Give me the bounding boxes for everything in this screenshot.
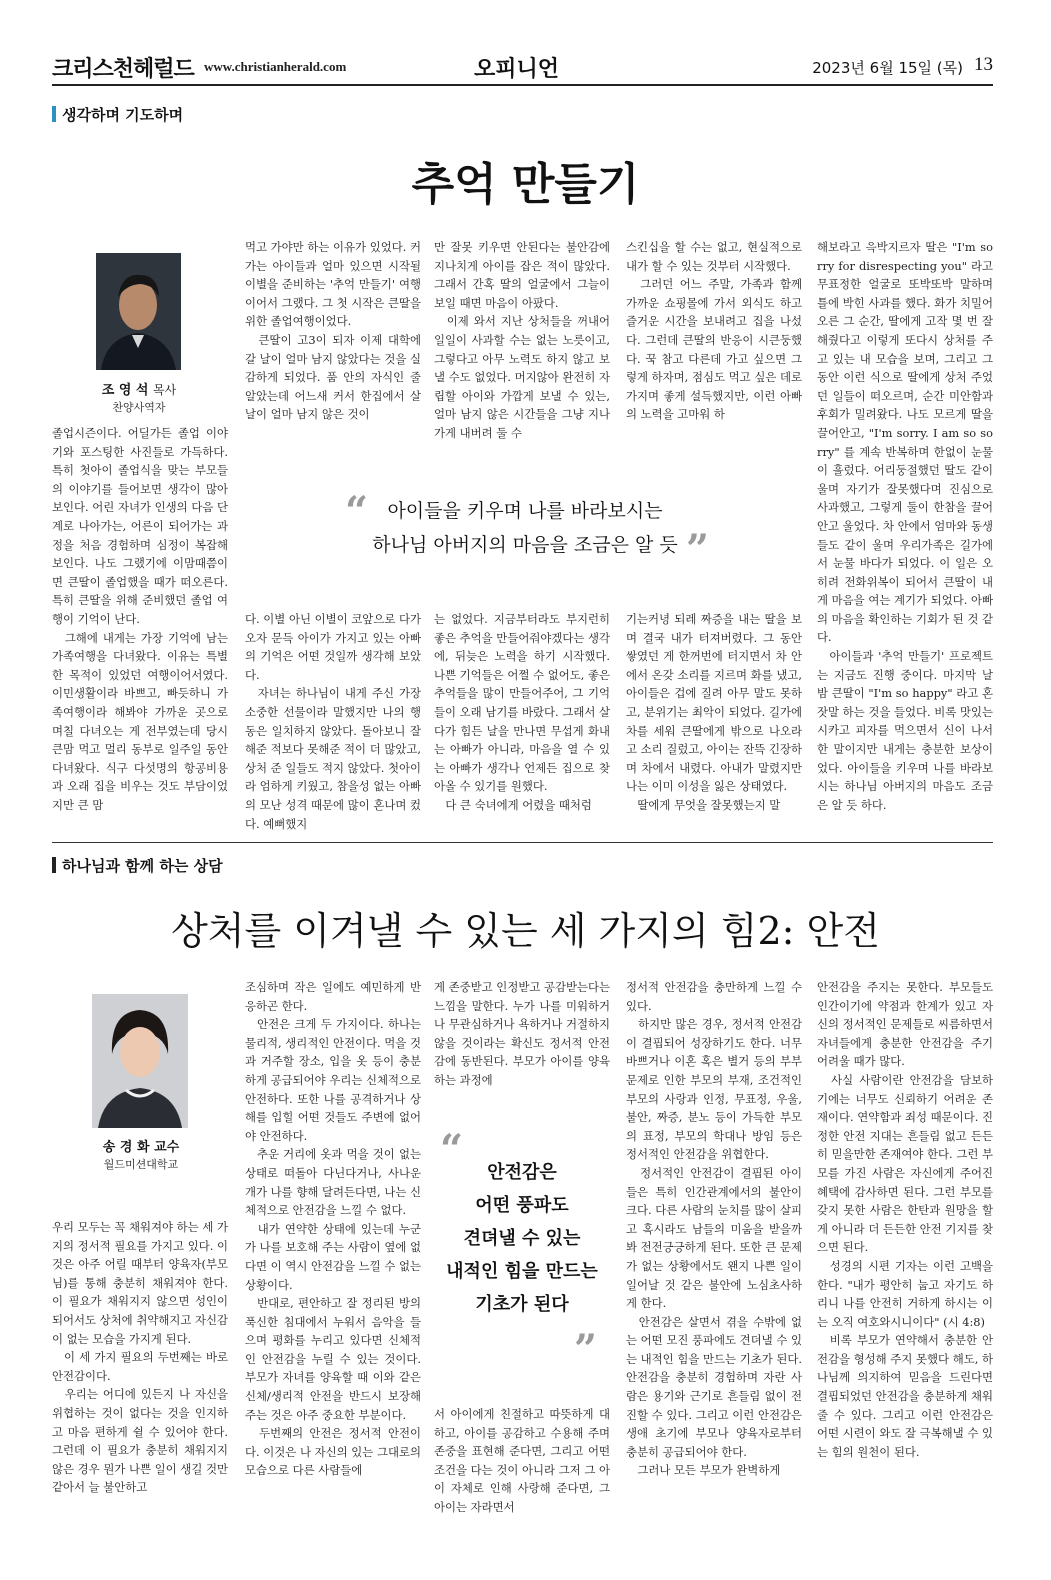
- author-portrait-icon-2: [92, 994, 188, 1128]
- article2-col1: 우리 모두는 꼭 채워져야 하는 세 가지의 정서적 필요를 가지고 있다. 이것은 아주 어릴 때부터 양육자(부모님)를 통해 충분히 채워져야 한다. 이 필요가 채워지지 않으면 성인이 되어서도 상처에 취약해지고 자신감이 없는 모습을 가지게 된다. 이 세 가지 필요의 두번째는 바로 안전감이다. 우리는 어디에 있든지 나 자신을 위협하는 것이 없다는 것을 인지하고 마음 편하게 쉴 수 있어야 한다. 그런데 이 필요가 충분히 채워지지 않은 경우 뭔가 나쁜 일이 생길 것만 같아서 늘 불안하고: [52, 1220, 228, 1495]
- close-quote-icon-2: ”: [574, 1326, 598, 1373]
- close-quote-icon: ”: [686, 526, 710, 573]
- article1-col3-top: 만 잘못 키우면 안된다는 불안감에 지나치게 아이를 잡은 적이 많았다. 그래서 간혹 딸의 얼굴에서 그늘이 보일 때면 마음이 아팠다. 이제 와서 지난 상처들을 꺼내어 일일이 사과할 수는 없는 노릇이고, 그렇다고 아무 노력도 하지 않고 보낼 수도 없었다. 머지않아 완전히 자립할 아이와 가깝게 보낼 수 있는, 얼마 남지 않은 시간들을 그냥 지나가게 내버려 둘 수: [434, 240, 610, 440]
- article1-col2-bottom: 다. 이별 아닌 이별이 코앞으로 다가오자 문득 아이가 가지고 있는 아빠의 기억은 어떤 것일까 생각해 보았다. 자녀는 하나님이 내게 주신 가장 소중한 선물이라 말했지만 나의 행동은 일치하지 않았다. 돌아보니 잘해준 적보다 못해준 적이 더 많았고, 상처 준 일들도 적지 않았다. 첫아이라 엄하게 키웠고, 참을성 없는 아빠의 모난 성격 때문에 많이 혼나며 컸다. 예뻐했지: [245, 612, 421, 831]
- author-caption: [60, 379, 218, 398]
- newspaper-logo: 크리스천헤럴드: [52, 57, 194, 82]
- article2-col3-top: 게 존중받고 인정받고 공감받는다는 느낌을 말한다. 누가 나를 미워하거나 무관심하거나 욕하거나 거절하지 않을 것이라는 확신도 정서적 안전감에 동반된다. 부모가 아이를 양육하는 과정에: [434, 980, 610, 1087]
- article-divider: [52, 842, 993, 843]
- article1-col4-top: 스킨십을 할 수는 없고, 현실적으로 내가 할 수 있는 것부터 시작했다. 그러던 어느 주말, 가족과 함께 가까운 쇼핑몰에 가서 외식도 하고 즐거운 시간을 보내려고 집을 나섰다. 그런데 큰딸의 반응이 시큰둥했다. 꾹 참고 다른데 가고 싶으면 그렇게 하자며, 점심도 먹고 싶은 데로 가지며 좋게 설득했지만, 이런 아빠의 노력을 고마워 하: [626, 240, 802, 422]
- article1-kicker: 생각하며 기도하며: [52, 104, 183, 125]
- open-quote-icon-2: “: [440, 1126, 464, 1173]
- author-name-2: 송 경 화: [102, 1140, 150, 1155]
- page-number: 13: [974, 54, 993, 75]
- article2-title: 상처를 이겨낼 수 있는 세 가지의 힘2: 안전: [171, 909, 880, 953]
- website-url[interactable]: www.christianherald.com: [204, 59, 347, 74]
- article2-kicker: 하나님과 함께 하는 상담: [52, 855, 223, 876]
- article1-col2-top: 먹고 가야만 하는 이유가 있었다. 커가는 아이들과 얼마 있으면 시작될 이별을 준비하는 '추억 만들기' 여행이어서 그랬다. 그 첫 시작은 큰딸을 위한 졸업여행이었다. 큰딸이 고3이 되자 이제 대학에 갈 날이 얼마 남지 않았다는 것을 실감하게 되었다. 품 안의 자식인 줄 알았는데 어느새 커서 한집에서 살 날이 얼마 남지 않은 것이: [245, 240, 421, 422]
- pullquote-line: 안전감은: [487, 1162, 557, 1183]
- author-role: 찬양사역자: [112, 401, 166, 414]
- article1-pullquote-line2: 하나님 아버지의 마음을 조금은 알 듯: [372, 534, 678, 556]
- author-title-2: 교수: [154, 1140, 180, 1155]
- masthead-rule: [52, 84, 993, 86]
- article2-col4: 정서적 안전감을 충만하게 느낄 수 있다. 하지만 많은 경우, 정서적 안전감이 결핍되어 성장하기도 한다. 너무 바쁘거나 이혼 혹은 별거 등의 부부 문제로 인한 부모의 부재, 조건적인 부모의 사랑과 인정, 무표정, 우울, 불안, 짜증, 분노 등이 가득한 부모의 표정, 부모의 학대나 방임 등은 정서적인 안전감을 위협한다. 정서적인 안전감이 결핍된 아이들은 특히 인간관계에서의 불안이 크다. 다른 사람의 눈치를 많이 살피고 혹시라도 남들의 미움을 받을까 봐 전전긍긍하게 된다. 또한 큰 문제가 없는 상황에서도 왠지 나쁜 일이 일어날 것 같은 불안에 노심초사하게 한다. 안전감은 살면서 겪을 수밖에 없는 어떤 모진 풍파에도 견뎌낼 수 있는 내적인 힘을 만드는 기초가 된다. 안전감을 충분히 경험하며 자란 사람은 용기와 근기로 흔들림 없이 전진할 수 있다. 그리고 이런 안전감은 생애 초기에 부모나 양육자로부터 충분히 공급되어야 한다. 그러나 모든 부모가 완벽하게: [626, 980, 802, 1478]
- author-caption-2: [62, 1136, 220, 1155]
- pullquote-line: 어떤 풍파도: [475, 1195, 569, 1216]
- author-role-2: 월드미션대학교: [103, 1158, 179, 1171]
- author-portrait-icon: [96, 253, 181, 370]
- masthead: [52, 50, 993, 82]
- pullquote-line: 견뎌낼 수 있는: [463, 1228, 581, 1249]
- pullquote-line: 내적인 힘을 만드는: [446, 1261, 598, 1282]
- section-title: 오피니언: [474, 57, 560, 82]
- author-title: 목사: [153, 383, 177, 397]
- article1-col4-bottom: 기는커녕 되레 짜증을 내는 딸을 보며 결국 내가 터져버렸다. 그 동안 쌓였던 게 한꺼번에 터지면서 차 안에서 온갖 소리를 지르며 화를 냈고, 아이들은 겁에 질려 아무 말도 못하고, 분위기는 최악이 되었다. 길가에 차를 세워 큰딸에게 밖으로 나오라고 소리 질렀고, 아이는 잔뜩 긴장하며 차에서 내렸다. 아내가 말렸지만 나는 이미 이성을 잃은 상태였다. 딸에게 무엇을 잘못했는지 말: [626, 612, 802, 812]
- issue-date: 2023년 6월 15일 (목): [812, 59, 963, 77]
- article1-col3-bottom: 는 없었다. 지금부터라도 부지런히 좋은 추억을 만들어줘야겠다는 생각에, 뒤늦은 노력을 하기 시작했다. 나쁜 기억들은 어쩔 수 없어도, 좋은 추억들을 많이 만들어주어, 그 기억들이 오래 남기를 바랐다. 그래서 살다가 힘든 날을 만나면 무섭게 화내는 아빠가 아니라, 마음을 열 수 있는 아빠가 생각나 언제든 집으로 찾아올 수 있기를 원했다. 다 큰 숙녀에게 어렸을 때처럼: [434, 612, 610, 812]
- article1-pullquote-line1: 아이들을 키우며 나를 바라보시는: [387, 500, 663, 522]
- article2-col3-bottom: 서 아이에게 친절하고 따뜻하게 대하고, 아이를 공감하고 수용해 주며 존중을 표현해 준다면, 그리고 어떤 조건을 다는 것이 아니라 그저 그 아이 자체로 인해 사랑해 준다면, 그 아이는 자라면서: [434, 1407, 610, 1514]
- article2-col5: 안전감을 주지는 못한다. 부모들도 인간이기에 약점과 한계가 있고 자신의 정서적인 문제들로 씨름하면서 자녀들에게 충분한 안전감을 주기 어려울 때가 많다. 사실 사람이란 안전감을 담보하기에는 너무도 신뢰하기 어려운 존재이다. 연약함과 죄성 때문이다. 진정한 안전 지대는 흔들림 없고 든든히 믿을만한 존재여야 한다. 그런 부모를 가진 사람은 자신에게 주어진 혜택에 감사하면 된다. 그런 부모를 갖지 못한 사람은 한탄과 원망을 할 게 아니라 더 든든한 안전 기지를 찾으면 된다. 성경의 시편 기자는 이런 고백을 한다. "내가 평안히 눕고 자기도 하리니 나를 안전히 거하게 하시는 이는 오직 여호와시니이다" (시 4:8) 비록 부모가 연약해서 충분한 안전감을 형성해 주지 못했다 해도, 하나님께 의지하여 믿음을 드린다면 결핍되었던 안전감을 충분하게 채워줄 수 있다. 그리고 이런 안전감은 어떤 시련이 와도 잘 극복해낼 수 있는 힘의 원천이 된다.: [817, 980, 993, 1459]
- article2-pullquote: [434, 1156, 610, 1321]
- pullquote-line: 기초가 된다: [475, 1294, 569, 1315]
- open-quote-icon: “: [345, 488, 369, 535]
- author-photo-2: [92, 994, 188, 1128]
- author-name: 조 영 석: [101, 383, 149, 398]
- author-photo: [96, 253, 181, 370]
- article1-col5: 해보라고 윽박지르자 딸은 "I'm sorry for disrespecting you" 라고 무표정한 얼굴로 또박또박 말하며 틀에 박힌 사과를 했다. 화가 치밀어 오른 그 순간, 딸에게 고작 몇 번 잘해줬다고 이렇게 또다시 상처를 주고 있는 내 모습을 보며, 그리고 그 동안 이런 식으로 딸에게 상처 주었던 일들이 떠오르며, 순간 미안함과 후회가 밀려왔다. 나도 모르게 딸을 끌어안고, "I'm sorry. I am so sorry" 를 계속 반복하며 한없이 눈물이 흘렀다. 어리둥절했던 딸도 같이 울며 자기가 잘못했다며 진심으로 사과했고, 그렇게 둘이 한참을 끌어안고 울었다. 차 안에서 엄마와 동생들도 같이 울며 우리가족은 길가에서 눈물 바다가 되었다. 이 일은 오히려 전화위복이 되어서 큰딸이 내게 마음을 여는 계기가 되었다. 아빠의 마음을 확인하는 기회가 된 것 같다. 아이들과 '추억 만들기' 프로젝트는 지금도 진행 중이다. 마지막 날 밤 큰딸이 "I'm so happy" 라고 혼잣말 하는 것을 들었다. 비록 맛있는 시카고 피자를 먹으면서 신이 나서 한 말이지만 내게는 충분한 보상이었다. 아이들을 키우며 나를 바라보시는 하나님 아버지의 마음도 조금은 알 듯 하다.: [817, 240, 993, 812]
- article1-title: 추억 만들기: [411, 159, 640, 210]
- article2-col2: 조심하며 작은 일에도 예민하게 반응하곤 한다. 안전은 크게 두 가지이다. 하나는 물리적, 생리적인 안전이다. 먹을 것과 거주할 장소, 입을 옷 등이 충분하게 공급되어야 우리는 신체적으로 안전하다. 또한 나를 공격하거나 상해를 입힐 어떤 것들도 주변에 없어야 안전하다. 추운 거리에 옷과 먹을 것이 없는 상태로 떠돌아 다닌다거나, 사나운 개가 나를 향해 달려든다면, 나는 신체적으로 안전감을 느낄 수 없다. 내가 연약한 상태에 있는데 누군가 나를 보호해 주는 사람이 옆에 없다면 이 역시 안전감을 느낄 수 없는 상황이다. 반대로, 편안하고 잘 정리된 방의 푹신한 침대에서 누워서 음악을 들으며 평화를 누리고 있다면 신체적인 안전감을 누릴 수 있는 것이다. 부모가 자녀를 양육할 때 이와 같은 신체/생리적 안전을 반드시 보장해 주는 것은 아주 중요한 부분이다. 두번째의 안전은 정서적 안전이다. 이것은 나 자신의 있는 그대로의 모습으로 다른 사람들에: [245, 980, 421, 1478]
- article1-col1: 졸업시즌이다. 어딜가든 졸업 이야기와 포스팅한 사진들로 가득하다. 특히 첫아이 졸업식을 맞는 부모들의 이야기를 들어보면 생각이 많아 보인다. 어린 자녀가 인생의 다음 단계로 나아가는, 어른이 되어가는 과정을 처음 경험하며 심정이 복잡해 보인다. 나도 그랬기에 이맘때쯤이면 큰딸이 졸업했을 때가 떠오른다. 특히 큰딸을 위해 준비했던 졸업 여행이 기억이 난다. 그해에 내게는 가장 기억에 남는 가족여행을 다녀왔다. 이유는 특별한 목적이 있었던 여행이어서였다. 이민생활이라 바쁘고, 빠듯하니 가족여행이라 해봐야 가까운 곳으로 며칠 다녀오는 게 전부였는데 당시 큰맘 먹고 멀리 동부로 일주일 동안 다녀왔다. 식구 다섯명의 항공비용과 오래 집을 비우는 것도 부담이었지만 큰 맘: [52, 426, 228, 812]
